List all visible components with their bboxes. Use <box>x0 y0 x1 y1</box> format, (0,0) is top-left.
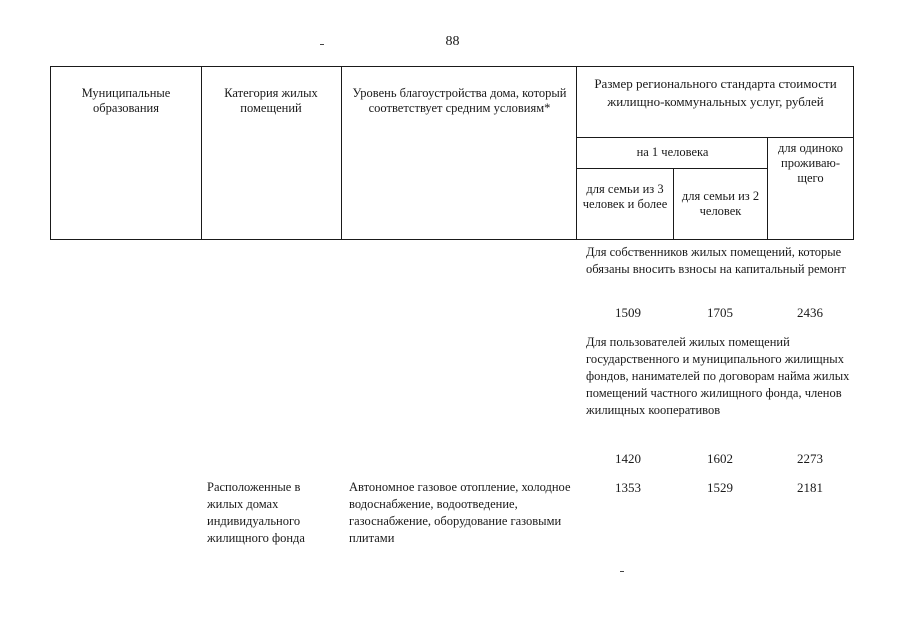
row-category: Расположенные в жилых домах индивидуального жилищного фонда <box>207 480 305 545</box>
header-bottom-border <box>50 239 854 240</box>
header-per-person: на 1 человека <box>636 145 709 159</box>
header-single: для одиноко проживаю-щего <box>777 141 844 185</box>
scan-speck <box>620 571 624 572</box>
value-family-2: 1705 <box>707 305 733 320</box>
header-family-3: для семьи из 3 человек и более <box>582 182 668 211</box>
header-top-border <box>50 66 854 67</box>
group-caption-owners: Для собственников жилых помещений, которые обязаны вносить взносы на капитальный ремонт <box>586 245 846 276</box>
value-single: 2273 <box>797 451 823 466</box>
value-family-3: 1509 <box>615 305 641 320</box>
header-category: Категория жилых помещений <box>224 86 318 115</box>
header-family-2: для семьи из 2 человек <box>681 189 760 218</box>
value-family-2: 1529 <box>707 480 733 495</box>
value-single: 2181 <box>797 480 823 495</box>
row-level: Автономное газовое отопление, холодное водоснабжение, водоотведение, газоснабжение, оборудование газовыми плитами <box>349 480 571 545</box>
col-divider <box>767 137 768 240</box>
header-standard: Размер регионального стандарта стоимости жилищно-коммунальных услуг, рублей <box>594 76 837 109</box>
col-divider <box>673 168 674 240</box>
scan-speck <box>320 44 324 45</box>
value-family-2: 1602 <box>707 451 733 466</box>
header-right-border <box>853 66 854 240</box>
value-single: 2436 <box>797 305 823 320</box>
header-level: Уровень благоустройства дома, который соответствует средним условиям* <box>352 86 567 115</box>
header-municipal: Муниципальные образования <box>81 86 171 115</box>
row-divider <box>576 137 854 138</box>
value-family-3: 1420 <box>615 451 641 466</box>
col-divider <box>341 66 342 240</box>
col-divider <box>576 66 577 240</box>
row-divider <box>576 168 768 169</box>
header-left-border <box>50 66 51 240</box>
group-caption-tenants: Для пользователей жилых помещений государственного и муниципального жилищных фондов, нанимателей по договорам найма жилых помещений частного жилищного фонда, членов жилищных кооперативов <box>586 335 850 417</box>
value-family-3: 1353 <box>615 480 641 495</box>
col-divider <box>201 66 202 240</box>
page-number: 88 <box>445 34 460 49</box>
